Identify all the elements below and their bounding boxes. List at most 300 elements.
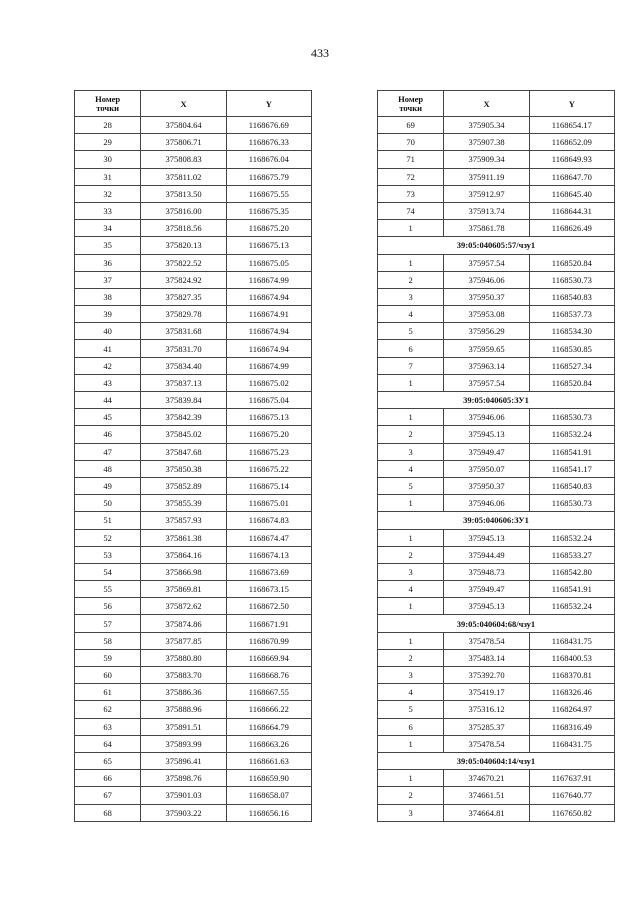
cell-x: 375831.70 — [141, 340, 226, 357]
cell-point-number: 53 — [75, 546, 141, 563]
cell-point-number: 44 — [75, 392, 141, 409]
cell-y: 1168654.17 — [529, 117, 614, 134]
coordinates-table-left — [74, 90, 312, 822]
table-row — [378, 323, 615, 340]
cell-x: 374664.81 — [444, 804, 529, 821]
cell-point-number: 45 — [75, 409, 141, 426]
table-row — [378, 271, 615, 288]
cell-point-number: 52 — [75, 529, 141, 546]
cell-y: 1168532.24 — [529, 529, 614, 546]
cell-x: 375950.37 — [444, 477, 529, 494]
table-row — [378, 529, 615, 546]
cell-y: 1168537.73 — [529, 306, 614, 323]
cell-x: 375901.03 — [141, 787, 226, 804]
table-row — [75, 615, 312, 632]
table-row — [378, 563, 615, 580]
cell-y: 1168532.24 — [529, 598, 614, 615]
cell-point-number: 1 — [378, 632, 444, 649]
cell-point-number: 1 — [378, 220, 444, 237]
cell-point-number: 29 — [75, 134, 141, 151]
cell-y: 1168673.15 — [226, 581, 311, 598]
cell-x: 375804.64 — [141, 117, 226, 134]
table-row — [378, 151, 615, 168]
cell-x: 375945.13 — [444, 598, 529, 615]
cell-y: 1168670.99 — [226, 632, 311, 649]
cell-x: 375855.39 — [141, 495, 226, 512]
cell-point-number: 65 — [75, 752, 141, 769]
section-row — [378, 392, 615, 409]
table-row — [378, 632, 615, 649]
cell-point-number: 74 — [378, 202, 444, 219]
cell-y: 1168675.14 — [226, 477, 311, 494]
cell-point-number: 4 — [378, 581, 444, 598]
section-title: 39:05:040604:14/чзу1 — [378, 752, 615, 769]
cell-point-number: 3 — [378, 667, 444, 684]
cell-point-number: 62 — [75, 701, 141, 718]
cell-x: 375861.78 — [444, 220, 529, 237]
cell-y: 1168674.99 — [226, 271, 311, 288]
cell-y: 1168674.94 — [226, 340, 311, 357]
table-row — [75, 735, 312, 752]
cell-x: 375839.84 — [141, 392, 226, 409]
cell-y: 1168530.85 — [529, 340, 614, 357]
cell-x: 375891.51 — [141, 718, 226, 735]
cell-point-number: 54 — [75, 563, 141, 580]
cell-y: 1168652.09 — [529, 134, 614, 151]
cell-x: 375945.13 — [444, 426, 529, 443]
cell-y: 1168675.13 — [226, 237, 311, 254]
table-row — [378, 495, 615, 512]
coordinates-table-right — [377, 90, 615, 822]
cell-y: 1168533.27 — [529, 546, 614, 563]
cell-y: 1168540.83 — [529, 477, 614, 494]
cell-y: 1168676.33 — [226, 134, 311, 151]
header-point-number-label: Номер точки — [398, 93, 424, 113]
table-row — [75, 151, 312, 168]
cell-point-number: 2 — [378, 546, 444, 563]
table-row — [75, 718, 312, 735]
table-row — [75, 271, 312, 288]
table-row — [378, 374, 615, 391]
table-row — [75, 581, 312, 598]
cell-point-number: 39 — [75, 306, 141, 323]
cell-x: 375909.34 — [444, 151, 529, 168]
cell-point-number: 6 — [378, 718, 444, 735]
cell-point-number: 59 — [75, 649, 141, 666]
cell-x: 375905.34 — [444, 117, 529, 134]
cell-y: 1168540.83 — [529, 288, 614, 305]
cell-point-number: 72 — [378, 168, 444, 185]
table-row — [75, 220, 312, 237]
cell-y: 1168663.26 — [226, 735, 311, 752]
table-row — [378, 787, 615, 804]
cell-y: 1168658.07 — [226, 787, 311, 804]
cell-point-number: 1 — [378, 495, 444, 512]
section-title: 39:05:040605:ЗУ1 — [378, 392, 615, 409]
table-row — [378, 202, 615, 219]
cell-x: 375874.86 — [141, 615, 226, 632]
table-row — [75, 357, 312, 374]
cell-point-number: 73 — [378, 185, 444, 202]
table-row — [378, 581, 615, 598]
cell-x: 375806.71 — [141, 134, 226, 151]
cell-x: 375945.13 — [444, 529, 529, 546]
cell-point-number: 3 — [378, 288, 444, 305]
cell-point-number: 28 — [75, 117, 141, 134]
cell-x: 375316.12 — [444, 701, 529, 718]
header-y: Y — [226, 91, 311, 117]
cell-x: 375478.54 — [444, 632, 529, 649]
table-header-row — [378, 91, 615, 117]
table-row — [75, 495, 312, 512]
cell-y: 1168675.13 — [226, 409, 311, 426]
cell-x: 375483.14 — [444, 649, 529, 666]
header-point-number — [378, 91, 444, 117]
cell-point-number: 35 — [75, 237, 141, 254]
cell-y: 1168520.84 — [529, 254, 614, 271]
cell-y: 1168264.97 — [529, 701, 614, 718]
cell-x: 375877.85 — [141, 632, 226, 649]
cell-point-number: 1 — [378, 374, 444, 391]
cell-x: 375857.93 — [141, 512, 226, 529]
section-row — [378, 615, 615, 632]
cell-x: 375950.07 — [444, 460, 529, 477]
table-row — [75, 667, 312, 684]
table-row — [378, 804, 615, 821]
table-row — [75, 237, 312, 254]
table-row — [378, 117, 615, 134]
cell-x: 375946.06 — [444, 409, 529, 426]
cell-y: 1168542.80 — [529, 563, 614, 580]
table-row — [378, 546, 615, 563]
cell-point-number: 30 — [75, 151, 141, 168]
table-row — [378, 220, 615, 237]
cell-y: 1168370.81 — [529, 667, 614, 684]
cell-point-number: 43 — [75, 374, 141, 391]
cell-y: 1168530.73 — [529, 409, 614, 426]
table-row — [378, 306, 615, 323]
section-row — [378, 512, 615, 529]
table-row — [378, 477, 615, 494]
cell-point-number: 1 — [378, 529, 444, 546]
cell-x: 375880.80 — [141, 649, 226, 666]
cell-point-number: 5 — [378, 477, 444, 494]
cell-y: 1168675.23 — [226, 443, 311, 460]
cell-x: 375866.98 — [141, 563, 226, 580]
header-x: X — [444, 91, 529, 117]
cell-point-number: 4 — [378, 306, 444, 323]
cell-x: 375820.13 — [141, 237, 226, 254]
table-row — [378, 701, 615, 718]
table-row — [75, 804, 312, 821]
cell-y: 1168644.31 — [529, 202, 614, 219]
section-row — [378, 752, 615, 769]
table-row — [378, 443, 615, 460]
cell-y: 1167640.77 — [529, 787, 614, 804]
cell-x: 375811.02 — [141, 168, 226, 185]
cell-y: 1168647.70 — [529, 168, 614, 185]
table-row — [75, 443, 312, 460]
cell-x: 375872.62 — [141, 598, 226, 615]
cell-point-number: 5 — [378, 701, 444, 718]
cell-y: 1168675.02 — [226, 374, 311, 391]
table-row — [378, 684, 615, 701]
cell-point-number: 64 — [75, 735, 141, 752]
cell-point-number: 63 — [75, 718, 141, 735]
cell-x: 375847.68 — [141, 443, 226, 460]
cell-x: 375944.49 — [444, 546, 529, 563]
cell-point-number: 37 — [75, 271, 141, 288]
cell-x: 375903.22 — [141, 804, 226, 821]
table-row — [75, 426, 312, 443]
cell-x: 375478.54 — [444, 735, 529, 752]
cell-y: 1167637.91 — [529, 770, 614, 787]
cell-x: 375957.54 — [444, 254, 529, 271]
cell-point-number: 48 — [75, 460, 141, 477]
cell-point-number: 60 — [75, 667, 141, 684]
cell-y: 1168520.84 — [529, 374, 614, 391]
cell-x: 375852.89 — [141, 477, 226, 494]
cell-x: 375957.54 — [444, 374, 529, 391]
cell-y: 1168675.35 — [226, 202, 311, 219]
cell-y: 1168674.94 — [226, 288, 311, 305]
cell-point-number: 71 — [378, 151, 444, 168]
section-title: 39:05:040605:57/чзу1 — [378, 237, 615, 254]
header-point-number-label: Номер точки — [95, 93, 121, 113]
cell-x: 375883.70 — [141, 667, 226, 684]
cell-point-number: 50 — [75, 495, 141, 512]
cell-x: 375959.65 — [444, 340, 529, 357]
cell-point-number: 67 — [75, 787, 141, 804]
cell-x: 375907.38 — [444, 134, 529, 151]
table-row — [75, 460, 312, 477]
cell-point-number: 34 — [75, 220, 141, 237]
cell-point-number: 46 — [75, 426, 141, 443]
cell-point-number: 55 — [75, 581, 141, 598]
table-row — [378, 288, 615, 305]
cell-point-number: 1 — [378, 598, 444, 615]
cell-point-number: 2 — [378, 426, 444, 443]
cell-point-number: 42 — [75, 357, 141, 374]
cell-point-number: 1 — [378, 770, 444, 787]
cell-point-number: 70 — [378, 134, 444, 151]
cell-x: 375842.39 — [141, 409, 226, 426]
cell-y: 1168675.05 — [226, 254, 311, 271]
table-row — [378, 770, 615, 787]
cell-y: 1167650.82 — [529, 804, 614, 821]
section-title: 39:05:040606:ЗУ1 — [378, 512, 615, 529]
table-row — [378, 254, 615, 271]
cell-y: 1168667.55 — [226, 684, 311, 701]
cell-x: 375837.13 — [141, 374, 226, 391]
cell-y: 1168675.20 — [226, 220, 311, 237]
cell-point-number: 69 — [378, 117, 444, 134]
cell-y: 1168675.22 — [226, 460, 311, 477]
cell-y: 1168656.16 — [226, 804, 311, 821]
table-row — [75, 598, 312, 615]
table-row — [378, 185, 615, 202]
cell-point-number: 41 — [75, 340, 141, 357]
cell-y: 1168661.63 — [226, 752, 311, 769]
cell-y: 1168676.04 — [226, 151, 311, 168]
cell-point-number: 51 — [75, 512, 141, 529]
cell-point-number: 56 — [75, 598, 141, 615]
table-row — [75, 770, 312, 787]
cell-x: 375898.76 — [141, 770, 226, 787]
table-row — [378, 667, 615, 684]
table-row — [75, 701, 312, 718]
header-y: Y — [529, 91, 614, 117]
table-row — [75, 409, 312, 426]
table-row — [75, 787, 312, 804]
cell-y: 1168532.24 — [529, 426, 614, 443]
cell-point-number: 1 — [378, 409, 444, 426]
cell-x: 375850.38 — [141, 460, 226, 477]
cell-point-number: 4 — [378, 684, 444, 701]
cell-y: 1168674.83 — [226, 512, 311, 529]
cell-x: 375818.56 — [141, 220, 226, 237]
cell-point-number: 68 — [75, 804, 141, 821]
cell-x: 375808.83 — [141, 151, 226, 168]
cell-y: 1168674.94 — [226, 323, 311, 340]
cell-x: 375893.99 — [141, 735, 226, 752]
cell-y: 1168645.40 — [529, 185, 614, 202]
cell-x: 375864.16 — [141, 546, 226, 563]
cell-y: 1168671.91 — [226, 615, 311, 632]
cell-y: 1168541.17 — [529, 460, 614, 477]
table-row — [75, 649, 312, 666]
cell-x: 375886.36 — [141, 684, 226, 701]
cell-y: 1168326.46 — [529, 684, 614, 701]
cell-point-number: 40 — [75, 323, 141, 340]
cell-x: 374670.21 — [444, 770, 529, 787]
table-row — [378, 340, 615, 357]
table-row — [378, 460, 615, 477]
cell-x: 375285.37 — [444, 718, 529, 735]
cell-y: 1168675.55 — [226, 185, 311, 202]
header-x: X — [141, 91, 226, 117]
cell-y: 1168400.53 — [529, 649, 614, 666]
cell-y: 1168675.20 — [226, 426, 311, 443]
table-row — [75, 632, 312, 649]
cell-x: 375831.68 — [141, 323, 226, 340]
cell-x: 375963.14 — [444, 357, 529, 374]
cell-y: 1168530.73 — [529, 271, 614, 288]
cell-y: 1168431.75 — [529, 735, 614, 752]
cell-y: 1168674.47 — [226, 529, 311, 546]
cell-point-number: 7 — [378, 357, 444, 374]
table-row — [75, 477, 312, 494]
cell-point-number: 1 — [378, 735, 444, 752]
cell-point-number: 57 — [75, 615, 141, 632]
cell-point-number: 49 — [75, 477, 141, 494]
cell-x: 375861.38 — [141, 529, 226, 546]
cell-y: 1168673.69 — [226, 563, 311, 580]
table-row — [378, 649, 615, 666]
cell-y: 1168664.79 — [226, 718, 311, 735]
cell-x: 375949.47 — [444, 443, 529, 460]
table-row — [75, 168, 312, 185]
cell-point-number: 36 — [75, 254, 141, 271]
cell-y: 1168659.90 — [226, 770, 311, 787]
cell-y: 1168672.50 — [226, 598, 311, 615]
table-row — [75, 340, 312, 357]
cell-point-number: 58 — [75, 632, 141, 649]
page-number: 433 — [311, 46, 329, 60]
cell-x: 375888.96 — [141, 701, 226, 718]
header-point-number — [75, 91, 141, 117]
cell-point-number: 3 — [378, 443, 444, 460]
table-row — [75, 684, 312, 701]
cell-x: 375869.81 — [141, 581, 226, 598]
table-row — [378, 168, 615, 185]
cell-x: 375845.02 — [141, 426, 226, 443]
cell-y: 1168674.91 — [226, 306, 311, 323]
cell-point-number: 66 — [75, 770, 141, 787]
cell-point-number: 5 — [378, 323, 444, 340]
table-row — [378, 134, 615, 151]
cell-x: 375419.17 — [444, 684, 529, 701]
cell-y: 1168541.91 — [529, 443, 614, 460]
cell-y: 1168626.49 — [529, 220, 614, 237]
table-row — [378, 598, 615, 615]
cell-x: 375824.92 — [141, 271, 226, 288]
cell-point-number: 4 — [378, 460, 444, 477]
cell-y: 1168431.75 — [529, 632, 614, 649]
table-row — [75, 563, 312, 580]
cell-point-number: 33 — [75, 202, 141, 219]
cell-point-number: 61 — [75, 684, 141, 701]
cell-x: 375813.50 — [141, 185, 226, 202]
table-row — [75, 512, 312, 529]
cell-point-number: 32 — [75, 185, 141, 202]
cell-point-number: 3 — [378, 563, 444, 580]
cell-x: 375949.47 — [444, 581, 529, 598]
table-row — [75, 117, 312, 134]
cell-x: 375950.37 — [444, 288, 529, 305]
cell-x: 375911.19 — [444, 168, 529, 185]
cell-point-number: 2 — [378, 649, 444, 666]
cell-point-number: 3 — [378, 804, 444, 821]
table-row — [75, 374, 312, 391]
cell-point-number: 31 — [75, 168, 141, 185]
table-row — [75, 134, 312, 151]
cell-x: 375946.06 — [444, 271, 529, 288]
cell-y: 1168674.13 — [226, 546, 311, 563]
table-row — [75, 254, 312, 271]
cell-x: 375822.52 — [141, 254, 226, 271]
cell-y: 1168666.22 — [226, 701, 311, 718]
table-row — [75, 202, 312, 219]
cell-y: 1168676.69 — [226, 117, 311, 134]
cell-point-number: 2 — [378, 787, 444, 804]
cell-point-number: 2 — [378, 271, 444, 288]
cell-y: 1168527.34 — [529, 357, 614, 374]
table-header-row — [75, 91, 312, 117]
cell-x: 375834.40 — [141, 357, 226, 374]
table-row — [378, 357, 615, 374]
table-row — [75, 392, 312, 409]
table-row — [75, 306, 312, 323]
cell-y: 1168675.01 — [226, 495, 311, 512]
cell-point-number: 38 — [75, 288, 141, 305]
cell-y: 1168541.91 — [529, 581, 614, 598]
cell-x: 375392.70 — [444, 667, 529, 684]
table-row — [378, 409, 615, 426]
cell-y: 1168669.94 — [226, 649, 311, 666]
cell-x: 375912.97 — [444, 185, 529, 202]
cell-y: 1168668.76 — [226, 667, 311, 684]
